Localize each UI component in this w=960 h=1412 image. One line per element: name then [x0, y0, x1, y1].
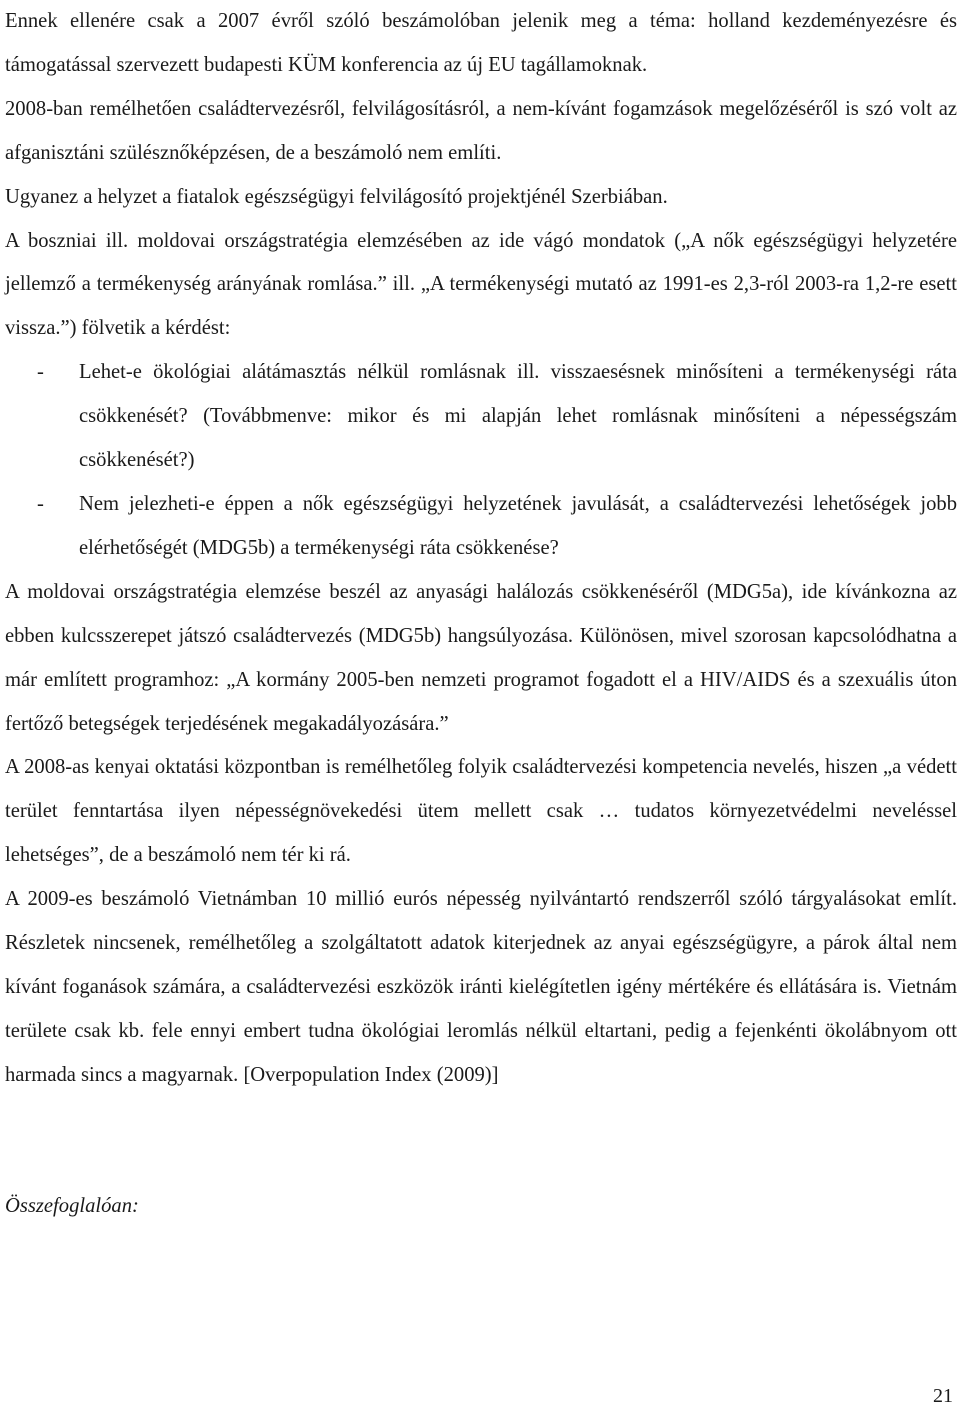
- spacer: [5, 1098, 957, 1185]
- paragraph: A 2009-es beszámoló Vietnámban 10 millió eurós népesség nyilvántartó rendszerről szóló tárgyalásokat említ. Részletek nincsenek, remélhetőleg a szolgáltatott adatok kiterjednek az anyai egészségügyre, a párok által nem kívánt foganások számára, a családtervezési eszközök iránti kielégítetlen igény mértékére és ellátására is. Vietnám területe csak kb. fele ennyi embert tudna ökológiai leromlás nélkül eltartani, pedig a fejenkénti ökolábnyom ott harmada sincs a magyarnak. [Overpopulation Index (2009)]: [5, 888, 957, 1086]
- paragraph: A 2008-as kenyai oktatási központban is remélhetőleg folyik családtervezési kompetencia nevelés, hiszen „a védett terület fenntartása ilyen népességnövekedési ütem mellett csak … tudatos környezetvédelmi neveléssel lehetséges”, de a beszámoló nem tér ki rá.: [5, 756, 957, 867]
- list-item: [5, 351, 957, 483]
- page-number: 21: [933, 1385, 953, 1407]
- list-item-text: Nem jelezheti-e éppen a nők egészségügyi helyzetének javulását, a családtervezési lehetőségek jobb elérhetőségét (MDG5b) a termékenységi ráta csökkenése?: [79, 492, 957, 559]
- list-dash: -: [37, 361, 44, 384]
- document-page: [5, 0, 957, 1229]
- paragraph: A boszniai ill. moldovai országstratégia elemzésében az ide vágó mondatok („A nők egészségügyi helyzetére jellemző a termékenység arányának romlása.” ill. „A termékenységi mutató az 1991-es 2,3-ról 2003-ra 1,2-re esett vissza.”) fölvetik a kérdést:: [5, 229, 957, 340]
- list-dash: -: [37, 492, 44, 515]
- paragraph: 2008-ban remélhetően családtervezésről, felvilágosításról, a nem-kívánt fogamzások megelőzéséről is szó volt az afganisztáni szülésznőképzésen, de a beszámoló nem említi.: [5, 97, 957, 164]
- paragraph: Ugyanez a helyzet a fiatalok egészségügyi felvilágosító projektjénél Szerbiában.: [5, 185, 668, 208]
- question-list: [5, 351, 957, 571]
- list-item: [5, 483, 957, 571]
- paragraph: Ennek ellenére csak a 2007 évről szóló beszámolóban jelenik meg a téma: holland kezdeményezésre és támogatással szervezett budapesti KÜM konferencia az új EU tagállamoknak.: [5, 10, 957, 76]
- paragraph: A moldovai országstratégia elemzése beszél az anyasági halálozás csökkenéséről (MDG5a), ide kívánkozna az ebben kulcsszerepet játszó családtervezés (MDG5b) hangsúlyozása. Különösen, mivel szorosan kapcsolódhatna a már említett programhoz: „A kormány 2005-ben nemzeti programot fogadott el a HIV/AIDS és a szexuális úton fertőző betegségek terjedésének megakadályozására.”: [5, 580, 957, 735]
- section-heading: Összefoglalóan:: [5, 1194, 139, 1217]
- list-item-text: Lehet-e ökológiai alátámasztás nélkül romlásnak ill. visszaesésnek minősíteni a termékenységi ráta csökkenését? (Továbbmenve: mikor és mi alapján lehet romlásnak minősíteni a népességszám csökkenését?): [79, 361, 957, 472]
